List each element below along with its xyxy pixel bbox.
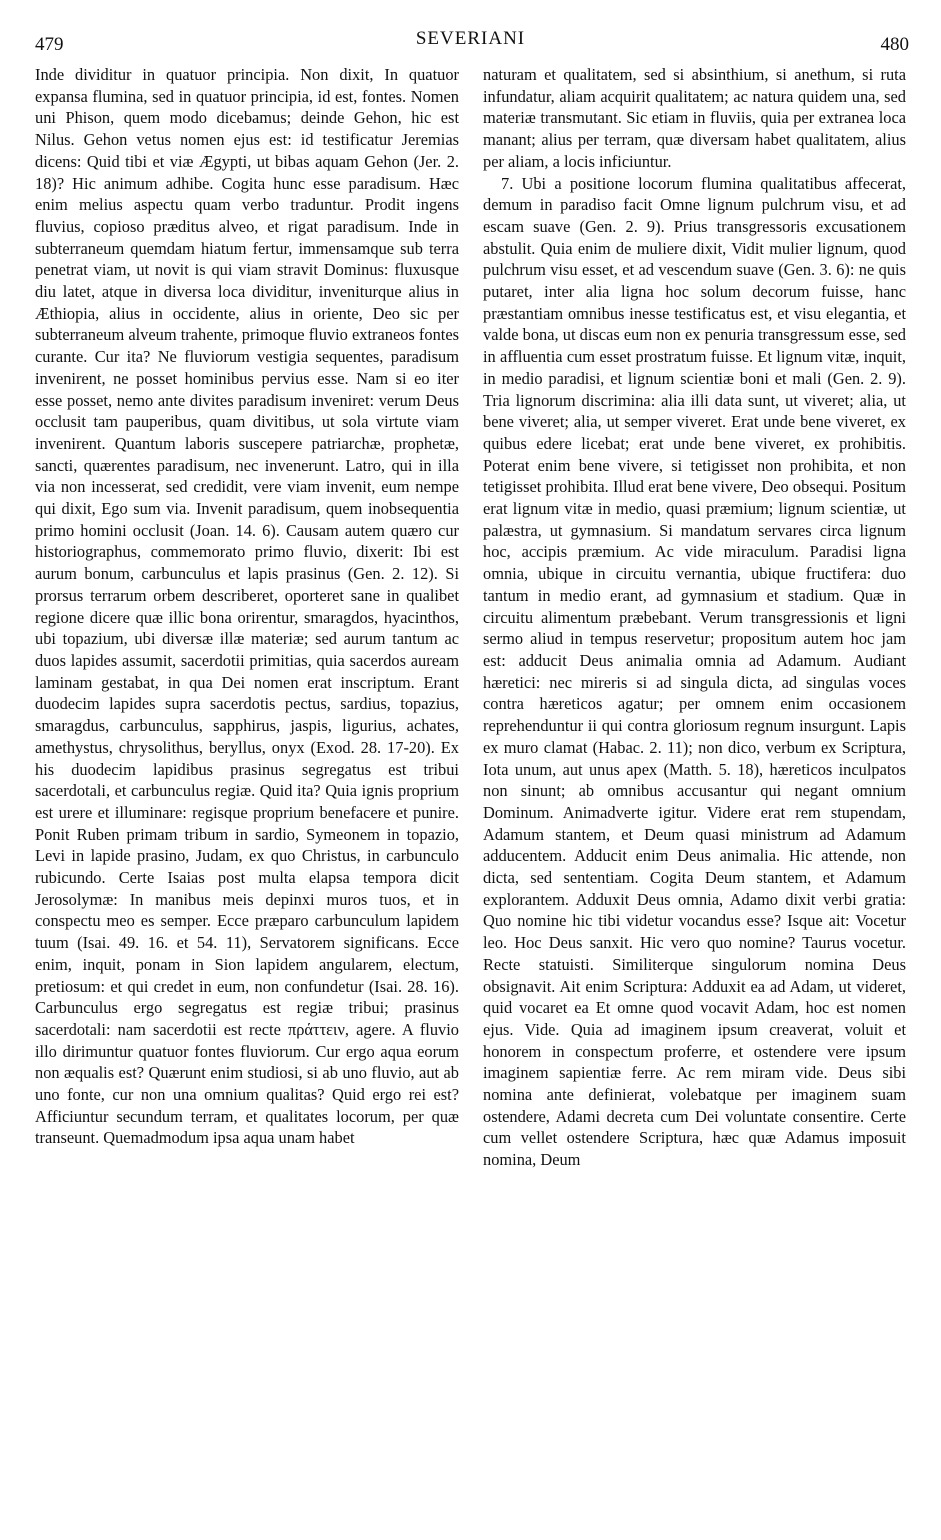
page-header bbox=[0, 28, 941, 60]
page-number-left: 479 bbox=[35, 34, 64, 55]
right-column bbox=[483, 64, 906, 1171]
page-number-right: 480 bbox=[880, 34, 909, 55]
left-paragraph-1: Inde dividitur in quatuor principia. Non dixit, In quatuor expansa flumina, sed in quatuor principia, id est, fontes. Nomen uni Phison, quem modo dicebamus; deinde Gehon, hic est Nilus. Gehon vetus nomen ejus est: id testificatur Jeremias dicens: Quid tibi et viæ Ægypti, ut bibas aquam Gehon (Jer. 2. 18)? Hic animum adhibe. Cogita hunc esse paradisum. Hæc enim melius aspectu quam verbo traduntur. Prodit ingens fluvius, copioso præditus alveo, et rigat paradisum. Inde in subterraneum quemdam hiatum fertur, immensamque sub terra penetrat viam, ut novit is qui viam stravit Dominus: fluxusque diu latet, atque in diversa loca dividitur, inveniturque alius in Æthiopia, alius in occidente, alius in oriente, Deo sic per subterraneum alveum trahente, primoque fluvio extraneos fontes curante. Cur ita? Ne fluviorum vestigia sequentes, paradisum invenirent, ne posset hominibus pervius esse. Nam si eo iter esse posset, nemo ante divites paradisum inveniret: verum Deus occlusit tam pauperibus, quam divitibus, ut sola virtute viam invenirent. Quantum laboris suscepere patriarchæ, prophetæ, sancti, quærentes paradisum, nec invenerunt. Latro, qui in illa via non incesserat, sed credidit, vere viam invenit, eum nempe qui dixit, Ego sum via. Invenit paradisum, quem inobsequentia primo homini occlusit (Joan. 14. 6). Causam autem quæro cur historiographus, commemorato primo fluvio, dixerit: Ibi est aurum bonum, carbunculus et lapis prasinus (Gen. 2. 12). Si prorsus terrarum orbem describeret, oporteret sane in qualibet regione dicere quæ illic bona orirentur, smaragdos, hyacinthos, ubi topazium, ubi diversæ illæ materiæ; sed aurum tantum ac duos lapides assumit, sacerdotii primitias, quia sacerdos auream laminam gestabat, in qua Dei nomen erat inscriptum. Erant duodecim lapides supra sacerdotis pectus, sardius, topazius, smaragdus, carbunculus, sapphirus, jaspis, ligurius, achates, amethystus, chrysolithus, beryllus, onyx (Exod. 28. 17-20). Ex his duodecim lapidibus prasinus segregatus est tribui sacerdotali, et carbunculus regiæ. Quid ita? Quia ignis proprium est urere et illuminare: regisque proprium benefacere et punire. Ponit Ruben primam tribum in sardio, Symeonem in topazio, Levi in lapide prasino, Judam, ex quo Christus, in carbunculo rubicundo. Certe Isaias post multa elapsa tempora dicit Jerosolymæ: In manibus meis depinxi muros tuos, et in conspectu meo es semper. Ecce præparo carbunculum lapidem tuum (Isai. 49. 16. et 54. 11), Servatorem significans. Ecce enim, inquit, ponam in Sion lapidem angularem, electum, pretiosum: et qui credet in eum, non confundetur (Isai. 28. 16). Carbunculus ergo segregatus est regiæ tribui; prasinus sacerdotali: nam sacerdotii est recte πράττειν, agere. A fluvio illo dirimuntur quatuor fontes fluviorum. Cur ergo aqua eorum non æqualis est? Quærunt enim studiosi, si ab uno fluvio, aut ab uno fonte, cur non una omnium qualitas? Quid ergo rei est? Afficiuntur secundum terram, et qualitates locorum, per quæ transeunt. Quemadmodum ipsa aqua unam habet bbox=[35, 65, 459, 1148]
right-paragraph-2: 7. Ubi a positione locorum flumina qualitatibus affecerat, demum in paradiso facit Omne lignum pulchrum visu, et ad escam suave (Gen. 2. 9). Prius transgressoris excusationem abstulit. Quia enim de muliere dixit, Vidit mulier lignum, quod pulchrum visu esset, et ad vescendum suave (Gen. 3. 6): ne quis putaret, inter alia ligna hoc solum decorum fuisse, hanc præstantiam omnibus inesse testificatus est, et visu elegantia, et valde bona, ut discas eum non ex penuria transgressum esse, sed in affluentia cum esset prostratum fuisse. Et lignum vitæ, inquit, in medio paradisi, et lignum scientiæ boni et mali (Gen. 2. 9). Tria lignorum discrimina: alia illi data sunt, ut viveret; alia, ut bene viveret; alia, ut semper viveret. Erat unde bene viveret, ex quibus edere licebat; erat unde bene viveret, ex prohibitis. Poterat enim bene vivere, si tetigisset non prohibita, et non tetigisset prohibita. Illud erat bene vivere, Deo obsequi. Positum erat lignum vitæ in medio, quasi præmium; lignum scientiæ, ut palæstra, ut gymnasium. Si mandatum servares circa lignum hoc, accipis præmium. Ac vide miraculum. Paradisi ligna omnia, ubique in circuitu vernantia, ubique fructifera: duo tantum in medio erant, ad gymnasium et stadium. Quæ in circuitu alimentum præbebant. Verum transgressionis et ligni sermo aliud in tempus reservetur; propositum autem hoc jam est: adducit Deus animalia omnia ad Adamum. Audiant hæretici: nec mireris si ad singula dicta, ad singulas voces contra hæreticos agatur; per omnem enim occasionem reprehenduntur ii qui contra gloriosum regnum insurgunt. Lapis ex muro clamat (Habac. 2. 11); non dico, verbum ex Scriptura, Iota unum, aut unus apex (Matth. 5. 18), hæreticos inculpatos non sinunt; ab omnibus accusantur qui negant omnium Dominum. Animadverte igitur. Videre erat rem stupendam, Adamum stantem, et Deum quasi ministrum ad Adamum adducentem. Adducit enim Deus animalia. Hic attende, non dicta, sed sententiam. Cogita Deum stantem, et Adamum explorantem. Adduxit Deus omnia, Adamo dixit verbi gratia: Quo nomine hic tibi videtur vocandus esse? Isque ait: Vocetur leo. Hoc Deus sanxit. Hic vero quo nomine? Taurus vocetur. Recte statuisti. Similiterque singulorum nomina Deus obsignavit. Ait enim Scriptura: Adduxit ea ad Adam, ut videret, quid vocaret ea Et omne quod vocavit Adam, hoc est nomen ejus. Vide. Quia ad imaginem ipsum creaverat, voluit et honorem in conspectum proferre, et ostendere vere ipsum imaginem sapientiæ ferre. Ac rem miram vide. Deus sibi nomina ante definierat, volebatque per imaginem suam ostendere, Adami decreta cum Dei voluntate consentire. Certe cum vellet ostendere Scriptura, hæc quæ Adamus imposuit nomina, Deum bbox=[483, 173, 906, 1170]
running-title: SEVERIANI bbox=[415, 28, 526, 49]
right-paragraph-1: naturam et qualitatem, sed si absinthium, si anethum, si ruta infundatur, aliam acquirit qualitatem; ac natura quidem una, sed materiæ transmutant. Sic etiam in fluviis, quia per extranea loca manant; alius per terram, quæ diversam habet qualitatem, alius per aliam, a locis inficiuntur. bbox=[483, 65, 906, 171]
left-column bbox=[35, 64, 459, 1149]
